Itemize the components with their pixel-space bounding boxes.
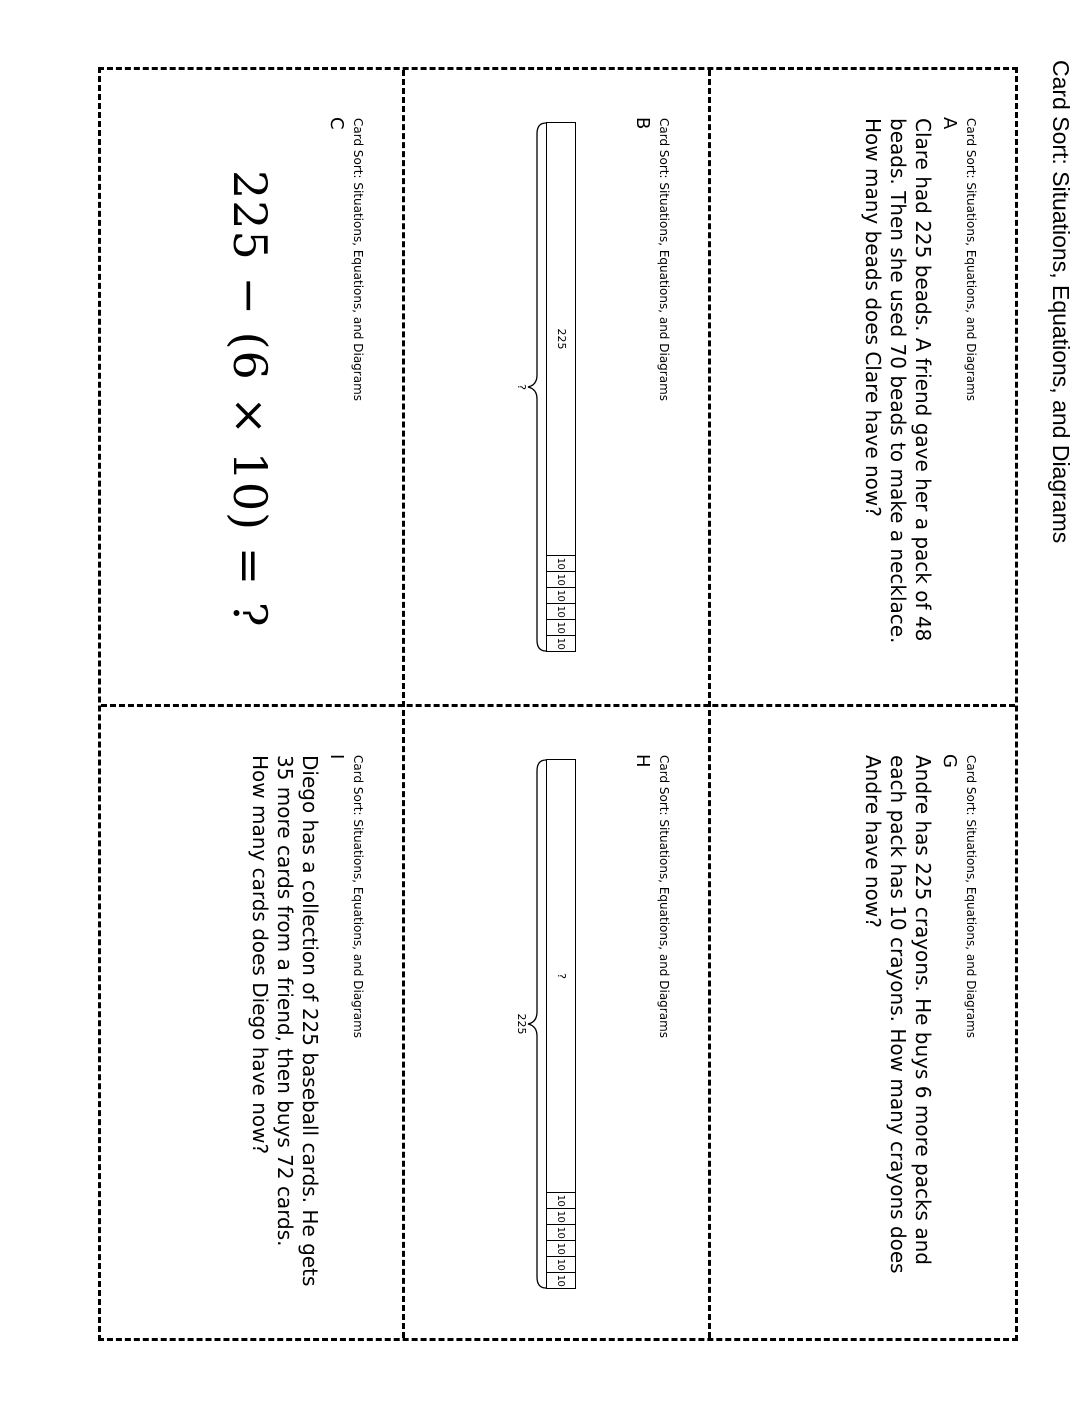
tape-segment-ten: 10 bbox=[547, 619, 575, 635]
card-g bbox=[709, 707, 1015, 1343]
tape-segment-ten: 10 bbox=[547, 1272, 575, 1288]
card-letter: B bbox=[632, 117, 653, 130]
brace bbox=[527, 122, 547, 652]
card-letter: G bbox=[939, 754, 960, 768]
situation-text: Clare had 225 beads. A friend gave her a pack of 48 beads. Then she used 70 beads to make a necklace. How many beads does Clare have now? bbox=[861, 118, 935, 644]
card-letter: C bbox=[326, 117, 347, 130]
tape-diagram bbox=[506, 759, 616, 1291]
card-a bbox=[709, 70, 1015, 706]
tape-segment-main bbox=[547, 760, 575, 1192]
tape-segment-ten: 10 bbox=[547, 571, 575, 587]
tape-segment-ten: 10 bbox=[547, 1240, 575, 1256]
equation: 225 − (6 × 10) = ? bbox=[223, 170, 277, 628]
situation-text: Andre has 225 crayons. He buys 6 more packs and each pack has 10 crayons. How many crayons does Andre have now? bbox=[861, 755, 935, 1274]
card-caption: Card Sort: Situations, Equations, and Diagrams bbox=[964, 118, 978, 402]
tape-bar bbox=[546, 759, 576, 1289]
brace-label: 225 bbox=[515, 1013, 528, 1035]
tape-segment-ten: 10 bbox=[547, 1224, 575, 1240]
card-b bbox=[402, 70, 708, 706]
card-caption: Card Sort: Situations, Equations, and Diagrams bbox=[657, 118, 671, 402]
card-letter: H bbox=[632, 754, 653, 768]
tape-bar bbox=[546, 122, 576, 652]
tape-segment-ten: 10 bbox=[547, 555, 575, 571]
tape-segment-ten: 10 bbox=[547, 1192, 575, 1208]
page-title: Card Sort: Situations, Equations, and Diagrams bbox=[1048, 60, 1074, 544]
brace bbox=[527, 759, 547, 1289]
tape-segment-ten: 10 bbox=[547, 603, 575, 619]
card-caption: Card Sort: Situations, Equations, and Diagrams bbox=[351, 118, 365, 402]
tape-segment-label: 225 bbox=[555, 328, 568, 350]
card-caption: Card Sort: Situations, Equations, and Diagrams bbox=[964, 755, 978, 1039]
brace-label: ? bbox=[515, 384, 528, 390]
tape-segment-label: ? bbox=[555, 973, 568, 979]
card-letter: I bbox=[326, 754, 347, 760]
card-h bbox=[402, 707, 708, 1343]
tape-segment-ten: 10 bbox=[547, 587, 575, 603]
tape-segment-ten: 10 bbox=[547, 1208, 575, 1224]
tape-segment-main bbox=[547, 123, 575, 555]
situation-text: Diego has a collection of 225 baseball cards. He gets 35 more cards from a friend, then buys 72 cards. How many cards does Diego have now? bbox=[248, 755, 322, 1287]
card-c bbox=[96, 70, 402, 706]
card-caption: Card Sort: Situations, Equations, and Diagrams bbox=[351, 755, 365, 1039]
tape-segment-ten: 10 bbox=[547, 635, 575, 651]
tape-segment-ten: 10 bbox=[547, 1256, 575, 1272]
card-i bbox=[96, 707, 402, 1343]
tape-diagram bbox=[506, 122, 616, 654]
card-grid bbox=[98, 67, 1018, 1341]
card-caption: Card Sort: Situations, Equations, and Diagrams bbox=[657, 755, 671, 1039]
card-letter: A bbox=[939, 117, 960, 130]
